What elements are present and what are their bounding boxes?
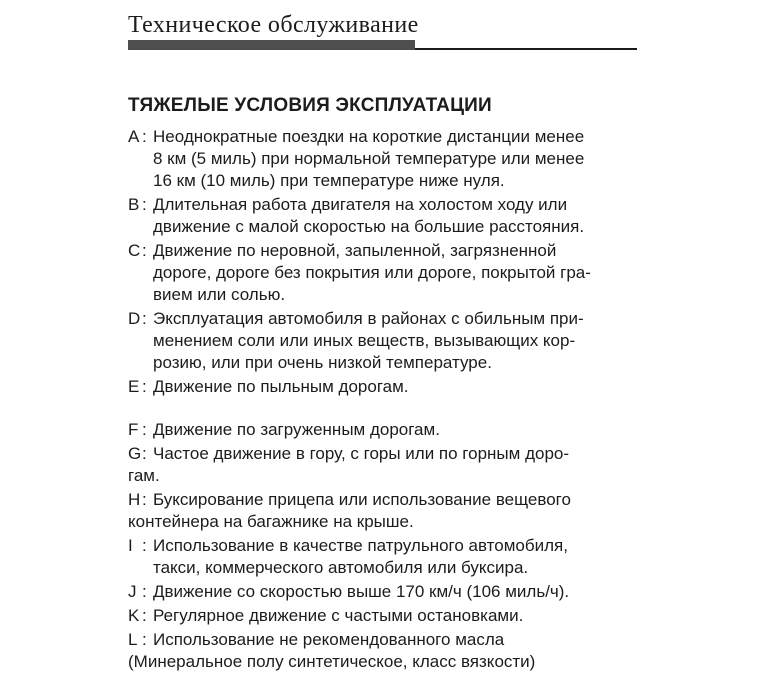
item-text [153,605,668,627]
item-colon: : [142,420,147,439]
item-text [153,419,668,441]
list-item-e [128,376,668,398]
text-line: Движение по загруженным дорогам. [153,420,440,439]
content-area [128,94,668,675]
item-label: C [128,241,141,260]
text-line: движение с малой скоростью на большие расстояния. [153,217,585,236]
text-line: Эксплуатация автомобиля в районах с обильным при- [153,309,584,328]
item-label: F [128,420,139,439]
conditions-list [128,126,668,673]
item-text [153,581,668,603]
text-line: Движение по пыльным дорогам. [153,377,409,396]
list-item-d [128,308,668,374]
item-label: B [128,195,140,214]
item-colon: : [142,606,147,625]
item-text [153,126,668,192]
item-colon: : [142,127,147,146]
item-label: D [128,309,141,328]
item-colon: : [142,630,147,649]
text-line: вием или солью. [153,285,286,304]
item-colon: : [142,377,147,396]
item-label: A [128,127,140,146]
text-line: (Минеральное полу синтетическое, класс вязкости) [128,652,536,671]
list-item-i [128,535,668,579]
text-line: Длительная работа двигателя на холостом ходу или [153,195,568,214]
text-line: гам. [128,466,160,485]
list-item-c [128,240,668,306]
list-item-f [128,419,668,441]
text-line: розию, или при очень низкой температуре. [153,353,492,372]
item-colon: : [142,195,147,214]
list-item-a [128,126,668,192]
item-colon: : [142,309,147,328]
item-colon: : [142,241,147,260]
list-item-k [128,605,668,627]
item-colon: : [142,490,147,509]
text-line: Неоднократные поездки на короткие дистанции менее [153,127,585,146]
item-label: I [128,536,133,555]
item-label: K [128,606,140,625]
text-line: такси, коммерческого автомобиля или буксира. [153,558,529,577]
item-text [153,535,668,579]
item-label: H [128,490,141,509]
item-label: L [128,630,138,649]
page-title: Техническое обслуживание [128,12,419,38]
item-text [153,308,668,374]
title-underline-thick-bar [128,40,415,50]
text-line: Регулярное движение с частыми остановками. [153,606,524,625]
title-underline [128,40,637,50]
section-heading: ТЯЖЕЛЫЕ УСЛОВИЯ ЭКСПЛУАТАЦИИ [128,95,492,116]
text-line: контейнера на багажнике на крыше. [128,512,414,531]
item-label: E [128,377,140,396]
text-line: менением соли или иных веществ, вызывающих кор- [153,331,576,350]
item-text [153,194,668,238]
list-item-h [128,489,668,533]
item-colon: : [142,536,147,555]
text-line: дороге, дороге без покрытия или дороге, покрытой гра- [153,263,591,282]
list-item-b [128,194,668,238]
text-line: 8 км (5 миль) при нормальной температуре или менее [153,149,585,168]
item-label: G [128,444,142,463]
item-colon: : [142,444,147,463]
text-line: Движение со скоростью выше 170 км/ч (106 миль/ч). [153,582,570,601]
item-text [153,240,668,306]
list-item-j [128,581,668,603]
text-line [128,489,668,511]
page-header [128,12,648,50]
item-colon: : [142,582,147,601]
item-text: Использование не рекомендованного масла [153,630,505,649]
list-item-g [128,443,668,487]
list-item-l [128,629,668,673]
text-line [128,443,668,465]
text-line: 16 км (10 миль) при температуре ниже нуля. [153,171,505,190]
text-line: Использование в качестве патрульного автомобиля, [153,536,568,555]
item-text: Частое движение в гору, с горы или по горным доро- [153,444,570,463]
item-text [153,376,668,398]
text-line [128,629,668,651]
item-text: Буксирование прицепа или использование вещевого [153,490,571,509]
item-label: J [128,582,137,601]
text-line: Движение по неровной, запыленной, загрязненной [153,241,557,260]
